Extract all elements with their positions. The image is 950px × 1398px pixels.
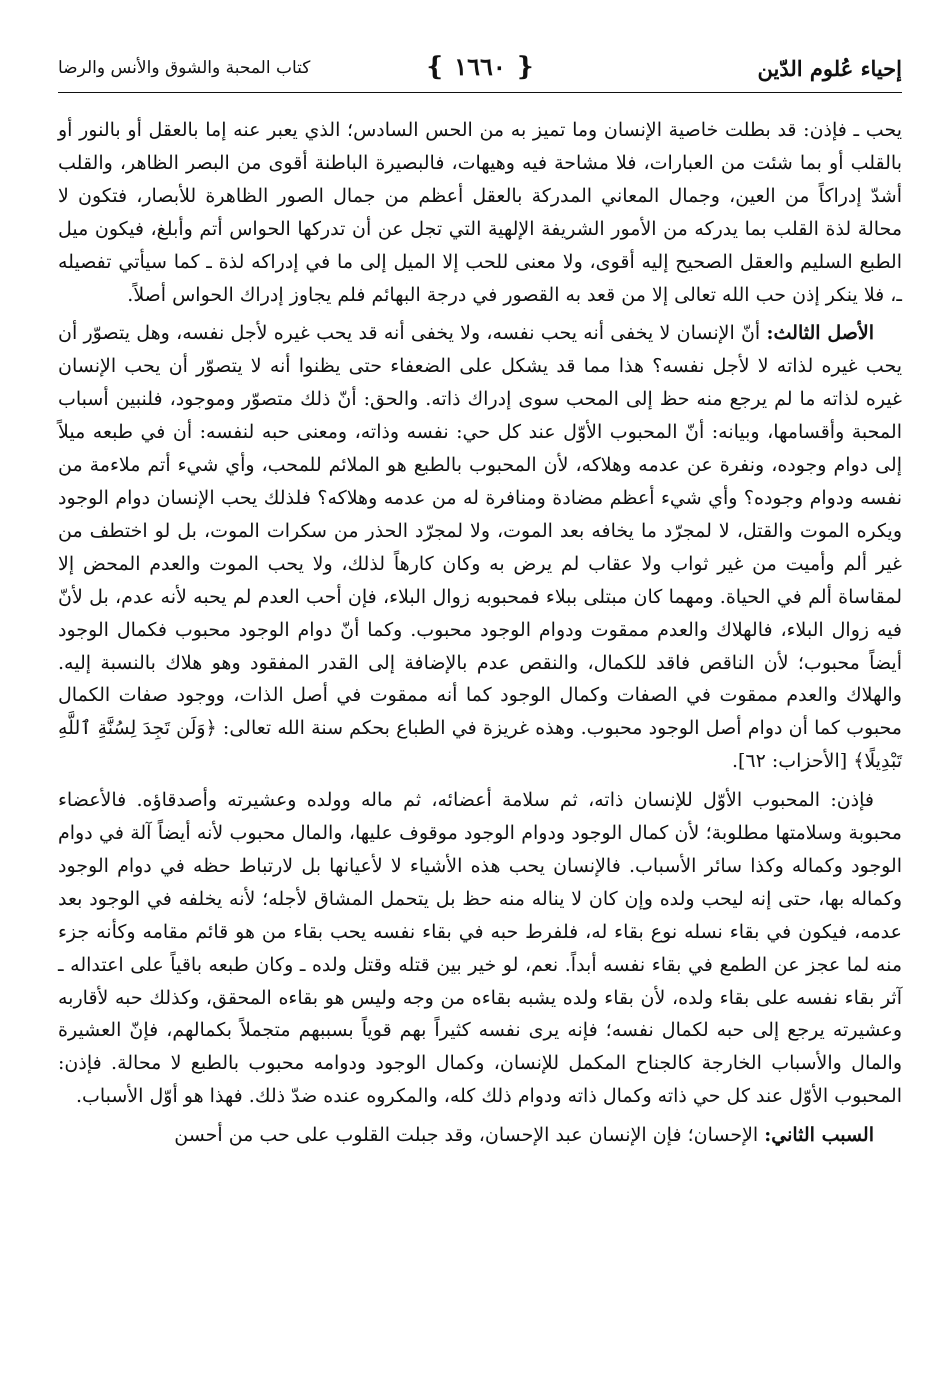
paragraph-text: أنّ الإنسان لا يخفى أنه يحب نفسه، ولا يخفى أنه قد يحب غيره لأجل نفسه، وهل يتصوّر أن يحب غيره لذاته لا لأجل نفسه؟ هذا مما قد يشكل على الضعفاء حتى يظنوا أنه لا يتصوّر أن يحب الإنسان غيره لذاته ما لم يرجع منه حظ إلى المحب سوى إدراك ذاته. والحق: أنّ ذلك متصوّر وموجود، فلنبين أسباب المحبة وأقسامها، وبيانه: أنّ المحبوب الأوّل عند كل حي: نفسه وذاته، ومعنى حبه لنفسه: أن في طبعه ميلاً إلى دوام وجوده، ونفرة عن عدمه وهلاكه، لأن المحبوب بالطبع هو الملائم للمحب، وأي شيء أتم ملاءمة من نفسه ودوام وجوده؟ وأي شيء أعظم مضادة ومنافرة له من عدمه وهلاكه؟ فلذلك يحب الإنسان دوام الوجود ويكره الموت والقتل، لا لمجرّد ما يخافه بعد الموت، ولا لمجرّد الحذر من سكرات الموت، بل لو اختطف من غير ألم وأميت من غير ثواب ولا عقاب لم يرض به وكان كارهاً لذلك، ولا يحب الموت والعدم المحض إلا لمقاساة ألم في الحياة. ومهما كان مبتلى ببلاء فمحبوبه زوال البلاء، فإن أحب العدم لم يحبه لأنه عدم، بل لأنّ فيه زوال البلاء، فالهلاك والعدم ممقوت ودوام الوجود محبوب. وكما أنّ دوام الوجود محبوب فكمال الوجود أيضاً محبوب؛ لأن الناقص فاقد للكمال، والنقص عدم بالإضافة إلى القدر المفقود وهو هلاك بالنسبة إليه. والهلاك والعدم ممقوت في الصفات وكمال الوجود كما أنه ممقوت في أصل الذات، ووجود صفات الكمال محبوب كما أن دوام أصل الوجود محبوب. وهذه غريزة في الطباع بحكم سنة الله تعالى: ﴿وَلَن تَجِدَ لِسُنَّةِ ٱللَّهِ تَبْدِيلًا﴾ [الأحزاب: ٦٢]. — [58, 322, 903, 773]
paragraph — [58, 784, 902, 1113]
ornament-brace-left-icon: ❴ — [424, 52, 446, 82]
paragraph — [58, 317, 902, 778]
page-number: ١٦٦٠ — [454, 52, 506, 81]
paragraph-text: فإذن: المحبوب الأوّل للإنسان ذاته، ثم سلامة أعضائه، ثم ماله وولده وعشيرته وأصدقاؤه. فالأعضاء محبوبة وسلامتها مطلوبة؛ لأن كمال الوجود ودوام الوجود موقوف عليها، والمال محبوب لأنه أيضاً آلة في دوام الوجود وكماله وكذا سائر الأسباب. فالإنسان يحب هذه الأشياء لا لأعيانها بل لارتباط حظه في دوام الوجود وكماله بها، حتى إنه ليحب ولده وإن كان لا يناله منه حظ بل يتحمل المشاق لأجله؛ لأنه يخلفه في الوجود بعد عدمه، فيكون في بقاء نسله نوع بقاء له، فلفرط حبه في بقاء نفسه يحب بقاء من هو قائم مقامه وكأنه جزء منه لما عجز عن الطمع في بقاء نفسه أبداً. نعم، لو خير بين قتله وقتل ولده ـ وكان طبعه باقياً على اعتداله ـ آثر بقاء نفسه على بقاء ولده، لأن بقاء ولده يشبه بقاءه من وجه وليس هو بقاءه المحقق، وكذلك حبه لأقاربه وعشيرته يرجع إلى حبه لكمال نفسه؛ فإنه يرى نفسه كثيراً بهم قوياً بسببهم متجملاً بكمالهم، فإنّ العشيرة والمال والأسباب الخارجة كالجناح المكمل للإنسان، وكمال الوجود ودوامه محبوب بالطبع لا محالة. فإذن: المحبوب الأوّل عند كل حي ذاته وكمال ذاته ودوام ذلك كله، والمكروه عنده ضدّ ذلك. فهذا هو أوّل الأسباب. — [58, 789, 902, 1108]
book-title: إحياء عُلوم الدّين — [757, 56, 902, 81]
chapter-title: كتاب المحبة والشوق والأنس والرضا — [58, 58, 311, 78]
paragraph — [58, 114, 902, 311]
header-divider — [58, 92, 902, 93]
body-text — [58, 114, 902, 1152]
paragraph-text: الإحسان؛ فإن الإنسان عبد الإحسان، وقد جبلت القلوب على حب من أحسن — [174, 1124, 759, 1147]
paragraph-text: يحب ـ فإذن: قد بطلت خاصية الإنسان وما تميز به من الحس السادس؛ الذي يعبر عنه إما بالعقل أو بالنور أو بالقلب أو بما شئت من العبارات، فلا مشاحة فيه وهيهات، فالبصيرة الباطنة أقوى من البصر الظاهر، والقلب أشدّ إدراكاً من العين، وجمال المعاني المدركة بالعقل أعظم من جمال الصور الظاهرة للأبصار، فتكون لا محالة لذة القلب بما يدركه من الأمور الشريفة الإلهية التي تجل عن أن تدركها الحواس أتم وأبلغ، فيكون ميل الطبع السليم والعقل الصحيح إليه أقوى، ولا معنى للحب إلا الميل إلى ما في إدراكه لذة ـ كما سيأتي تفصيله ـ، فلا ينكر إذن حب الله تعالى إلا من قعد به القصور في درجة البهائم فلم يجاوز إدراك الحواس أصلاً. — [58, 119, 902, 306]
page-header — [58, 50, 902, 90]
page-number-ornament — [424, 52, 536, 82]
paragraph — [58, 1119, 902, 1152]
section-heading: الأصل الثالث: — [766, 322, 875, 345]
ornament-brace-right-icon: ❵ — [514, 52, 536, 82]
section-heading: السبب الثاني: — [764, 1124, 874, 1147]
